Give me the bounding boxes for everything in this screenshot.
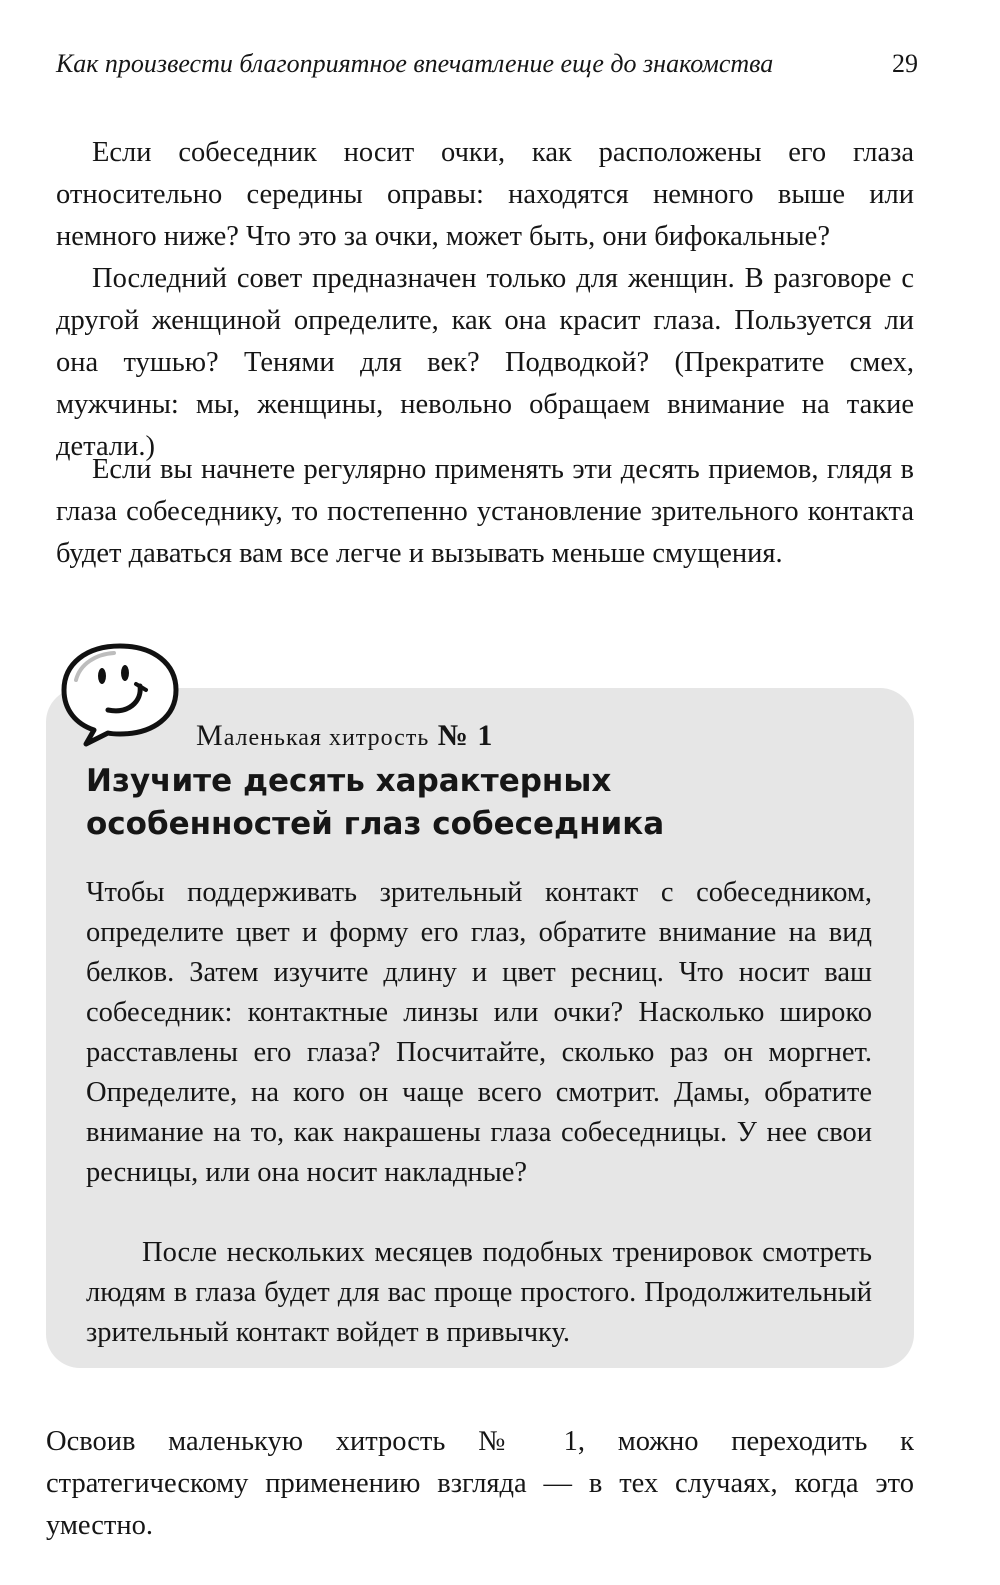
tip-heading [86,760,886,846]
tip-heading-line-1: Изучите десять характерных [86,763,612,799]
tip-label-text: аленькая хитрость [223,725,430,751]
body-paragraph-3: Если вы начнете регулярно применять эти десять приемов, глядя в глаза собеседнику, то постепенно установление зрительного контакта будет даваться вам все легче и вызывать меньше смущения. [56,454,914,569]
body-paragraph-2: Последний совет предназначен только для женщин. В разговоре с другой женщиной определите, как она красит глаза. Пользуется ли она тушью? Тенями для век? Подводкой? (Прекратите смех, мужчины: мы, женщины, невольно обращаем внимание на такие детали.) [56,263,914,462]
tip-label-number: № 1 [437,719,494,752]
tip-label-initial: М [196,719,224,752]
running-header [56,44,918,84]
page-number: 29 [892,49,918,78]
body-paragraph-1: Если собеседник носит очки, как расположены его глаза относительно середины оправы: находятся немного выше или немного ниже? Что это за очки, может быть, они бифокальные? [56,137,914,252]
running-header-title: Как произвести благоприятное впечатление еще до знакомства [56,49,774,78]
smiley-speech-bubble-icon [56,640,186,748]
tip-heading-line-2: особенностей глаз собеседника [86,806,665,842]
tip-paragraph-1: Чтобы поддерживать зрительный контакт с собеседником, определите цвет и форму его глаз, обратите внимание на вид белков. Затем изучите длину и цвет ресниц. Что носит ваш собеседник: контактные линзы или очки? Насколько широко расставлены его глаза? Посчитайте, сколько раз он моргнет. Определите, на кого он чаще всего смотрит. Дамы, обратите внимание на то, как накрашены глаза собеседницы. У нее свои ресницы, или она носит накладные? [86,877,872,1188]
tip-paragraph-2: После нескольких месяцев подобных тренировок смотреть людям в глаза будет для вас проще простого. Продолжительный зрительный контакт войдет в привычку. [86,1237,872,1348]
closing-paragraph: Освоив маленькую хитрость № 1, можно переходить к стратегическому применению взгляда — в тех случаях, когда это уместно. [46,1426,914,1541]
tip-label [196,716,493,758]
